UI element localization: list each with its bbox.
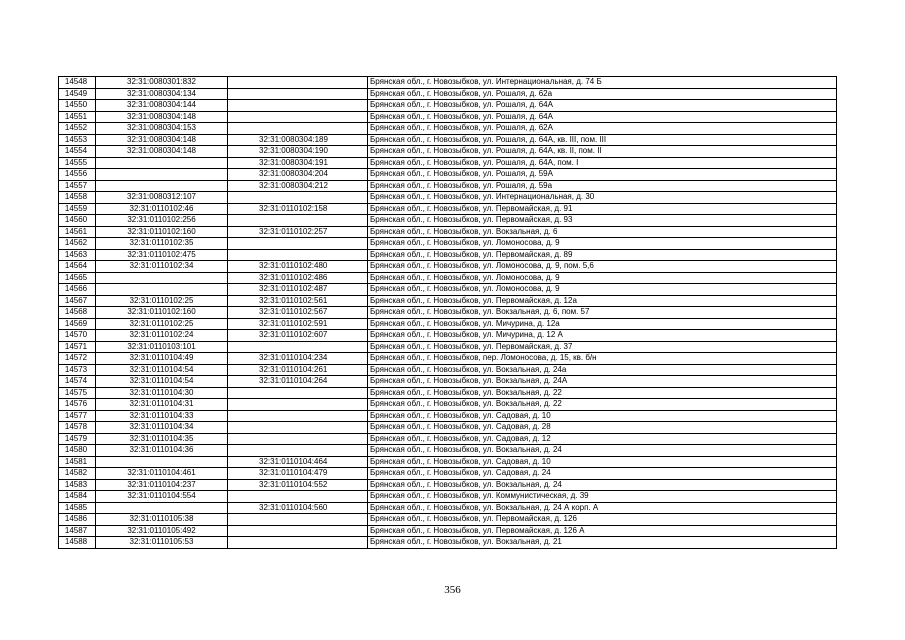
- address-cell: Брянская обл., г. Новозыбков, ул. Вокзальная, д. 24: [368, 445, 837, 457]
- address-cell: Брянская обл., г. Новозыбков, ул. Вокзальная, д. 6: [368, 226, 837, 238]
- address-cell: Брянская обл., г. Новозыбков, ул. Коммунистическая, д. 39: [368, 491, 837, 503]
- cadastral-number-cell: 32:31:0110104:237: [96, 479, 228, 491]
- cadastral-number-cell: 32:31:0110105:53: [96, 537, 228, 549]
- page-number: 356: [444, 584, 461, 596]
- row-number-cell: 14571: [59, 341, 96, 353]
- address-cell: Брянская обл., г. Новозыбков, ул. Садовая, д. 10: [368, 410, 837, 422]
- row-number-cell: 14575: [59, 387, 96, 399]
- cadastral-number-cell: 32:31:0110102:35: [96, 238, 228, 250]
- related-cadastral-number-cell: 32:31:0110104:264: [228, 376, 368, 388]
- cadastral-number-cell: 32:31:0110102:160: [96, 307, 228, 319]
- address-cell: Брянская обл., г. Новозыбков, пер. Ломоносова, д. 15, кв. б/н: [368, 353, 837, 365]
- related-cadastral-number-cell: 32:31:0110104:560: [228, 502, 368, 514]
- table-row: [59, 192, 837, 204]
- address-cell: Брянская обл., г. Новозыбков, ул. Рошаля, д. 64А, кв. II, пом. II: [368, 146, 837, 158]
- table-row: [59, 445, 837, 457]
- related-cadastral-number-cell: 32:31:0110104:464: [228, 456, 368, 468]
- related-cadastral-number-cell: [228, 111, 368, 123]
- table-row: [59, 341, 837, 353]
- cadastral-number-cell: [96, 502, 228, 514]
- address-cell: Брянская обл., г. Новозыбков, ул. Мичурина, д. 12а: [368, 318, 837, 330]
- address-cell: Брянская обл., г. Новозыбков, ул. Вокзальная, д. 24: [368, 479, 837, 491]
- address-cell: Брянская обл., г. Новозыбков, ул. Рошаля, д. 59А: [368, 169, 837, 181]
- address-cell: Брянская обл., г. Новозыбков, ул. Первомайская, д. 12а: [368, 295, 837, 307]
- address-cell: Брянская обл., г. Новозыбков, ул. Рошаля, д. 59а: [368, 180, 837, 192]
- row-number-cell: 14568: [59, 307, 96, 319]
- table-row: [59, 146, 837, 158]
- cadastral-number-cell: [96, 456, 228, 468]
- property-table-body: [59, 77, 837, 549]
- cadastral-number-cell: 32:31:0110104:36: [96, 445, 228, 457]
- related-cadastral-number-cell: 32:31:0110104:552: [228, 479, 368, 491]
- related-cadastral-number-cell: [228, 537, 368, 549]
- row-number-cell: 14573: [59, 364, 96, 376]
- cadastral-number-cell: 32:31:0080301:832: [96, 77, 228, 89]
- address-cell: Брянская обл., г. Новозыбков, ул. Вокзальная, д. 24А: [368, 376, 837, 388]
- cadastral-number-cell: 32:31:0110102:34: [96, 261, 228, 273]
- cadastral-number-cell: 32:31:0080304:148: [96, 134, 228, 146]
- row-number-cell: 14583: [59, 479, 96, 491]
- row-number-cell: 14567: [59, 295, 96, 307]
- row-number-cell: 14548: [59, 77, 96, 89]
- cadastral-number-cell: 32:31:0110102:160: [96, 226, 228, 238]
- related-cadastral-number-cell: [228, 399, 368, 411]
- related-cadastral-number-cell: [228, 341, 368, 353]
- table-row: [59, 284, 837, 296]
- related-cadastral-number-cell: [228, 422, 368, 434]
- table-row: [59, 479, 837, 491]
- address-cell: Брянская обл., г. Новозыбков, ул. Садовая, д. 24: [368, 468, 837, 480]
- related-cadastral-number-cell: [228, 100, 368, 112]
- address-cell: Брянская обл., г. Новозыбков, ул. Ломоносова, д. 9, пом. 5,6: [368, 261, 837, 273]
- related-cadastral-number-cell: [228, 491, 368, 503]
- related-cadastral-number-cell: [228, 88, 368, 100]
- address-cell: Брянская обл., г. Новозыбков, ул. Садовая, д. 12: [368, 433, 837, 445]
- row-number-cell: 14586: [59, 514, 96, 526]
- table-row: [59, 410, 837, 422]
- row-number-cell: 14569: [59, 318, 96, 330]
- related-cadastral-number-cell: 32:31:0110102:257: [228, 226, 368, 238]
- row-number-cell: 14562: [59, 238, 96, 250]
- cadastral-number-cell: 32:31:0110104:554: [96, 491, 228, 503]
- related-cadastral-number-cell: 32:31:0080304:189: [228, 134, 368, 146]
- row-number-cell: 14566: [59, 284, 96, 296]
- table-row: [59, 514, 837, 526]
- cadastral-number-cell: [96, 284, 228, 296]
- address-cell: Брянская обл., г. Новозыбков, ул. Рошаля, д. 64А, пом. I: [368, 157, 837, 169]
- cadastral-number-cell: 32:31:0110104:54: [96, 376, 228, 388]
- table-row: [59, 215, 837, 227]
- table-row: [59, 249, 837, 261]
- row-number-cell: 14588: [59, 537, 96, 549]
- table-row: [59, 77, 837, 89]
- related-cadastral-number-cell: 32:31:0110102:480: [228, 261, 368, 273]
- address-cell: Брянская обл., г. Новозыбков, ул. Рошаля, д. 64А, кв. III, пом. III: [368, 134, 837, 146]
- row-number-cell: 14555: [59, 157, 96, 169]
- cadastral-number-cell: 32:31:0110104:30: [96, 387, 228, 399]
- address-cell: Брянская обл., г. Новозыбков, ул. Вокзальная, д. 22: [368, 387, 837, 399]
- address-cell: Брянская обл., г. Новозыбков, ул. Мичурина, д. 12 А: [368, 330, 837, 342]
- cadastral-number-cell: 32:31:0110104:461: [96, 468, 228, 480]
- cadastral-number-cell: 32:31:0110104:54: [96, 364, 228, 376]
- table-row: [59, 537, 837, 549]
- table-row: [59, 134, 837, 146]
- table-row: [59, 525, 837, 537]
- related-cadastral-number-cell: [228, 77, 368, 89]
- address-cell: Брянская обл., г. Новозыбков, ул. Первомайская, д. 91: [368, 203, 837, 215]
- related-cadastral-number-cell: 32:31:0080304:191: [228, 157, 368, 169]
- cadastral-number-cell: 32:31:0080312:107: [96, 192, 228, 204]
- table-row: [59, 100, 837, 112]
- row-number-cell: 14579: [59, 433, 96, 445]
- cadastral-number-cell: 32:31:0110102:25: [96, 318, 228, 330]
- table-row: [59, 364, 837, 376]
- table-row: [59, 272, 837, 284]
- address-cell: Брянская обл., г. Новозыбков, ул. Интернациональная, д. 30: [368, 192, 837, 204]
- table-row: [59, 157, 837, 169]
- table-row: [59, 169, 837, 181]
- related-cadastral-number-cell: [228, 514, 368, 526]
- address-cell: Брянская обл., г. Новозыбков, ул. Интернациональная, д. 74 Б: [368, 77, 837, 89]
- cadastral-number-cell: 32:31:0110105:38: [96, 514, 228, 526]
- cadastral-number-cell: [96, 272, 228, 284]
- cadastral-number-cell: 32:31:0110103:101: [96, 341, 228, 353]
- cadastral-number-cell: 32:31:0110102:46: [96, 203, 228, 215]
- related-cadastral-number-cell: 32:31:0110104:261: [228, 364, 368, 376]
- cadastral-number-cell: 32:31:0110104:49: [96, 353, 228, 365]
- cadastral-number-cell: 32:31:0110102:24: [96, 330, 228, 342]
- table-row: [59, 111, 837, 123]
- cadastral-number-cell: 32:31:0110105:492: [96, 525, 228, 537]
- address-cell: Брянская обл., г. Новозыбков, ул. Ломоносова, д. 9: [368, 284, 837, 296]
- related-cadastral-number-cell: [228, 525, 368, 537]
- table-row: [59, 468, 837, 480]
- related-cadastral-number-cell: [228, 215, 368, 227]
- row-number-cell: 14552: [59, 123, 96, 135]
- row-number-cell: 14587: [59, 525, 96, 537]
- cadastral-number-cell: 32:31:0080304:148: [96, 111, 228, 123]
- related-cadastral-number-cell: [228, 387, 368, 399]
- cadastral-number-cell: 32:31:0080304:153: [96, 123, 228, 135]
- row-number-cell: 14582: [59, 468, 96, 480]
- related-cadastral-number-cell: 32:31:0110102:561: [228, 295, 368, 307]
- related-cadastral-number-cell: [228, 123, 368, 135]
- table-row: [59, 502, 837, 514]
- table-row: [59, 318, 837, 330]
- related-cadastral-number-cell: 32:31:0110102:486: [228, 272, 368, 284]
- row-number-cell: 14578: [59, 422, 96, 434]
- cadastral-number-cell: 32:31:0110102:475: [96, 249, 228, 261]
- related-cadastral-number-cell: 32:31:0110104:234: [228, 353, 368, 365]
- address-cell: Брянская обл., г. Новозыбков, ул. Рошаля, д. 62А: [368, 123, 837, 135]
- address-cell: Брянская обл., г. Новозыбков, ул. Садовая, д. 10: [368, 456, 837, 468]
- related-cadastral-number-cell: 32:31:0110102:607: [228, 330, 368, 342]
- table-row: [59, 399, 837, 411]
- row-number-cell: 14554: [59, 146, 96, 158]
- row-number-cell: 14553: [59, 134, 96, 146]
- table-row: [59, 226, 837, 238]
- cadastral-number-cell: [96, 180, 228, 192]
- table-row: [59, 238, 837, 250]
- address-cell: Брянская обл., г. Новозыбков, ул. Первомайская, д. 89: [368, 249, 837, 261]
- table-row: [59, 123, 837, 135]
- row-number-cell: 14556: [59, 169, 96, 181]
- address-cell: Брянская обл., г. Новозыбков, ул. Вокзальная, д. 22: [368, 399, 837, 411]
- address-cell: Брянская обл., г. Новозыбков, ул. Первомайская, д. 37: [368, 341, 837, 353]
- row-number-cell: 14551: [59, 111, 96, 123]
- table-row: [59, 295, 837, 307]
- related-cadastral-number-cell: 32:31:0110102:591: [228, 318, 368, 330]
- table-row: [59, 180, 837, 192]
- row-number-cell: 14585: [59, 502, 96, 514]
- table-row: [59, 422, 837, 434]
- cadastral-number-cell: 32:31:0110104:35: [96, 433, 228, 445]
- table-row: [59, 353, 837, 365]
- address-cell: Брянская обл., г. Новозыбков, ул. Первомайская, д. 126 А: [368, 525, 837, 537]
- row-number-cell: 14561: [59, 226, 96, 238]
- row-number-cell: 14557: [59, 180, 96, 192]
- address-cell: Брянская обл., г. Новозыбков, ул. Первомайская, д. 93: [368, 215, 837, 227]
- related-cadastral-number-cell: 32:31:0080304:212: [228, 180, 368, 192]
- table-row: [59, 491, 837, 503]
- row-number-cell: 14574: [59, 376, 96, 388]
- row-number-cell: 14560: [59, 215, 96, 227]
- cadastral-number-cell: 32:31:0110102:256: [96, 215, 228, 227]
- table-row: [59, 456, 837, 468]
- cadastral-number-cell: 32:31:0110104:33: [96, 410, 228, 422]
- related-cadastral-number-cell: 32:31:0080304:204: [228, 169, 368, 181]
- row-number-cell: 14563: [59, 249, 96, 261]
- related-cadastral-number-cell: [228, 249, 368, 261]
- row-number-cell: 14584: [59, 491, 96, 503]
- address-cell: Брянская обл., г. Новозыбков, ул. Вокзальная, д. 24 А корп. А: [368, 502, 837, 514]
- related-cadastral-number-cell: [228, 410, 368, 422]
- row-number-cell: 14581: [59, 456, 96, 468]
- related-cadastral-number-cell: [228, 433, 368, 445]
- cadastral-number-cell: 32:31:0080304:134: [96, 88, 228, 100]
- related-cadastral-number-cell: 32:31:0110102:158: [228, 203, 368, 215]
- related-cadastral-number-cell: 32:31:0110104:479: [228, 468, 368, 480]
- row-number-cell: 14550: [59, 100, 96, 112]
- address-cell: Брянская обл., г. Новозыбков, ул. Ломоносова, д. 9: [368, 272, 837, 284]
- row-number-cell: 14565: [59, 272, 96, 284]
- address-cell: Брянская обл., г. Новозыбков, ул. Ломоносова, д. 9: [368, 238, 837, 250]
- cadastral-number-cell: 32:31:0080304:144: [96, 100, 228, 112]
- row-number-cell: 14576: [59, 399, 96, 411]
- related-cadastral-number-cell: [228, 238, 368, 250]
- related-cadastral-number-cell: 32:31:0110102:567: [228, 307, 368, 319]
- row-number-cell: 14577: [59, 410, 96, 422]
- row-number-cell: 14580: [59, 445, 96, 457]
- address-cell: Брянская обл., г. Новозыбков, ул. Рошаля, д. 64А: [368, 111, 837, 123]
- cadastral-number-cell: [96, 169, 228, 181]
- cadastral-number-cell: [96, 157, 228, 169]
- address-cell: Брянская обл., г. Новозыбков, ул. Вокзальная, д. 24а: [368, 364, 837, 376]
- related-cadastral-number-cell: [228, 445, 368, 457]
- cadastral-number-cell: 32:31:0080304:148: [96, 146, 228, 158]
- address-cell: Брянская обл., г. Новозыбков, ул. Вокзальная, д. 6, пом. 57: [368, 307, 837, 319]
- row-number-cell: 14564: [59, 261, 96, 273]
- address-cell: Брянская обл., г. Новозыбков, ул. Садовая, д. 28: [368, 422, 837, 434]
- table-row: [59, 376, 837, 388]
- property-table: [58, 76, 837, 549]
- row-number-cell: 14572: [59, 353, 96, 365]
- address-cell: Брянская обл., г. Новозыбков, ул. Рошаля, д. 64А: [368, 100, 837, 112]
- cadastral-number-cell: 32:31:0110104:34: [96, 422, 228, 434]
- related-cadastral-number-cell: [228, 192, 368, 204]
- row-number-cell: 14570: [59, 330, 96, 342]
- table-row: [59, 203, 837, 215]
- address-cell: Брянская обл., г. Новозыбков, ул. Вокзальная, д. 21: [368, 537, 837, 549]
- row-number-cell: 14558: [59, 192, 96, 204]
- table-row: [59, 307, 837, 319]
- related-cadastral-number-cell: 32:31:0080304:190: [228, 146, 368, 158]
- table-row: [59, 330, 837, 342]
- table-row: [59, 433, 837, 445]
- table-row: [59, 261, 837, 273]
- cadastral-number-cell: 32:31:0110102:25: [96, 295, 228, 307]
- row-number-cell: 14559: [59, 203, 96, 215]
- address-cell: Брянская обл., г. Новозыбков, ул. Рошаля, д. 62а: [368, 88, 837, 100]
- table-row: [59, 387, 837, 399]
- related-cadastral-number-cell: 32:31:0110102:487: [228, 284, 368, 296]
- cadastral-number-cell: 32:31:0110104:31: [96, 399, 228, 411]
- address-cell: Брянская обл., г. Новозыбков, ул. Первомайская, д. 126: [368, 514, 837, 526]
- table-row: [59, 88, 837, 100]
- row-number-cell: 14549: [59, 88, 96, 100]
